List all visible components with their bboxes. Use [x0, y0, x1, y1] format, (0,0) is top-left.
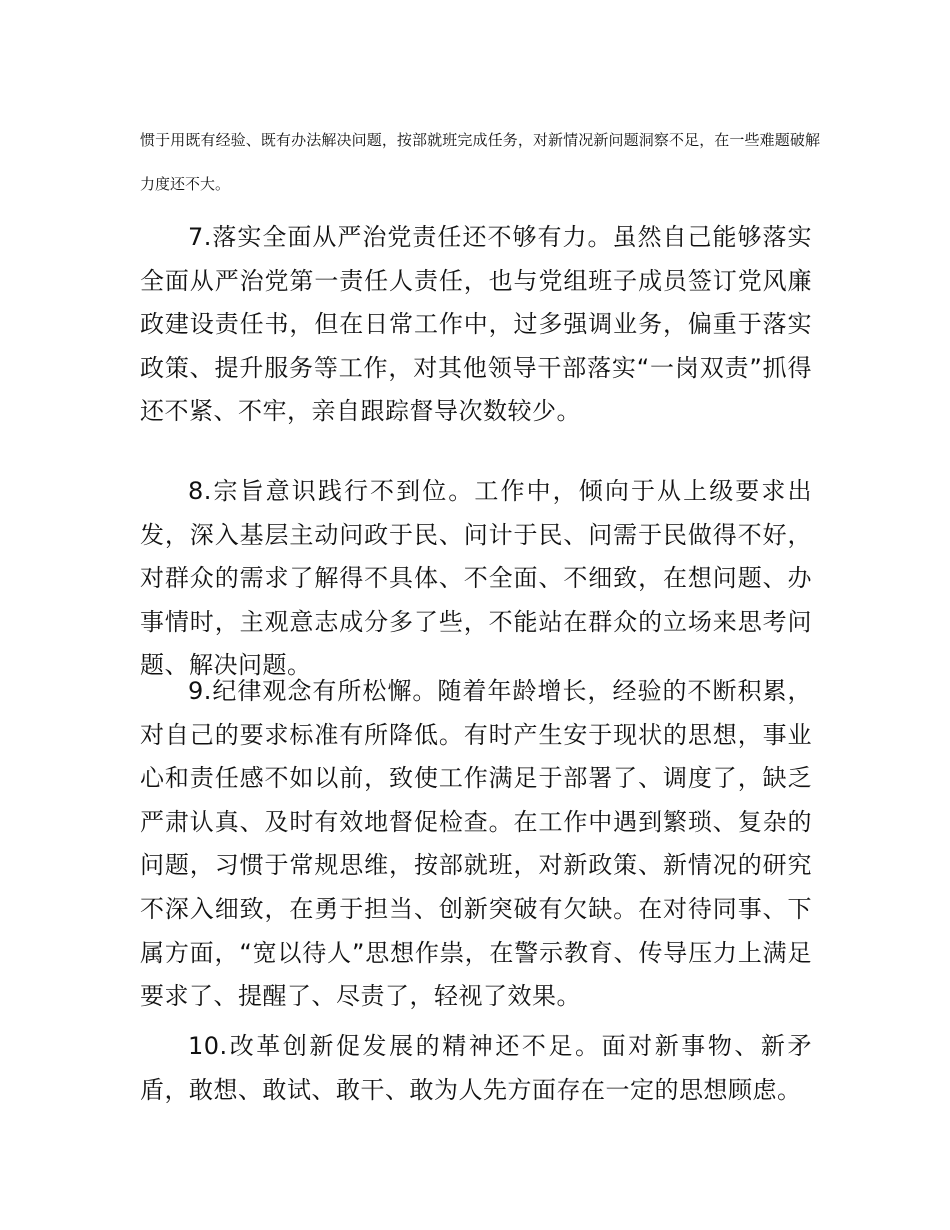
- paragraph-8: 8.宗旨意识践行不到位。工作中，倾向于从上级要求出发，深入基层主动问政于民、问计于民、问需于民做得不好，对群众的需求了解得不具体、不全面、不细致，在想问题、办事情时，主观意志成分多了些，不能站在群众的立场来思考问题、解决问题。: [140, 477, 812, 680]
- paragraph-7: 7.落实全面从严治党责任还不够有力。虽然自己能够落实全面从严治党第一责任人责任，也与党组班子成员签订党风廉政建设责任书，但在日常工作中，过多强调业务，偏重于落实政策、提升服务等工作，对其他领导干部落实“一岗双责”抓得还不紧、不牢，亲自跟踪督导次数较少。: [140, 223, 812, 426]
- paragraph-10: 10.改革创新促发展的精神还不足。面对新事物、新矛盾，敢想、敢试、敢干、敢为人先方面存在一定的思想顾虑。: [140, 1032, 812, 1104]
- continuation-fragment: 惯于用既有经验、既有办法解决问题，按部就班完成任务，对新情况新问题洞察不足，在一些难题破解力度还不大。: [140, 131, 820, 193]
- paragraph-9: 9.纪律观念有所松懈。随着年龄增长，经验的不断积累，对自己的要求标准有所降低。有时产生安于现状的思想，事业心和责任感不如以前，致使工作满足于部署了、调度了，缺乏严肃认真、及时有效地督促检查。在工作中遇到繁琐、复杂的问题，习惯于常规思维，按部就班，对新政策、新情况的研究不深入细致，在勇于担当、创新突破有欠缺。在对待同事、下属方面，“宽以待人”思想作祟，在警示教育、传导压力上满足要求了、提醒了、尽责了，轻视了效果。: [140, 677, 812, 1011]
